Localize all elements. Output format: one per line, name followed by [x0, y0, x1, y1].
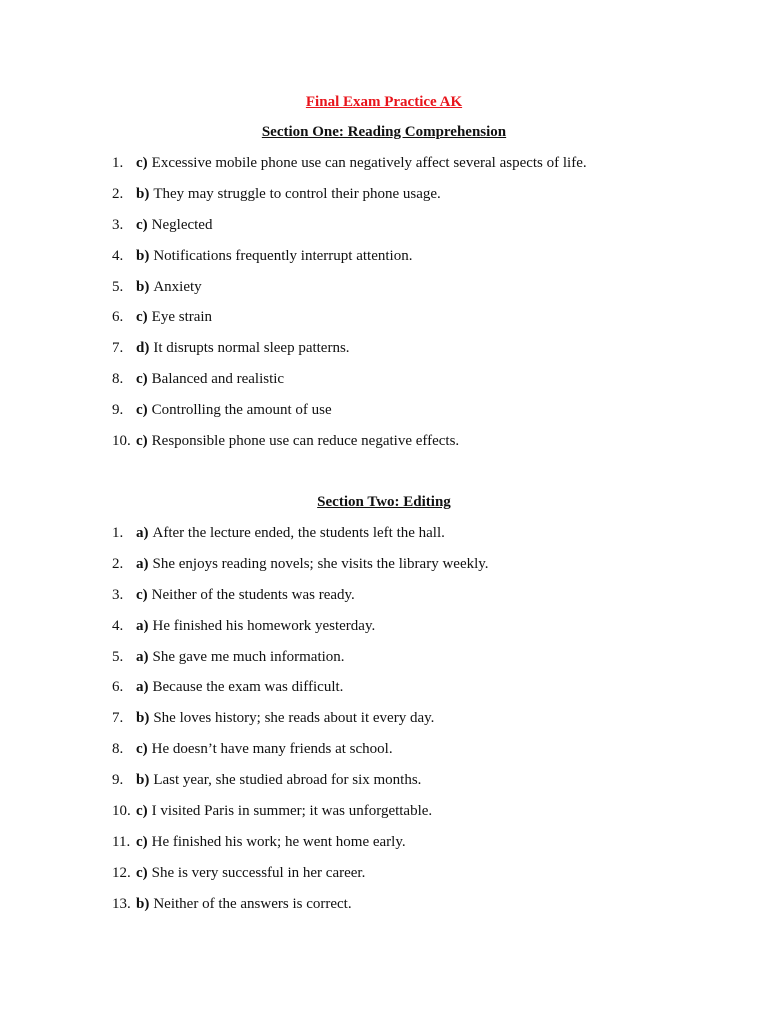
answer-text: He finished his homework yesterday. [152, 617, 376, 634]
answer-item [112, 771, 712, 802]
answer-text: Notifications frequently interrupt attention. [153, 247, 413, 264]
answer-letter: c) [136, 586, 148, 603]
answer-item [112, 247, 712, 278]
answer-number: 6. [112, 309, 124, 326]
answer-text: I visited Paris in summer; it was unforgettable. [151, 803, 433, 820]
answer-text: It disrupts normal sleep patterns. [153, 340, 350, 357]
answer-text: She enjoys reading novels; she visits the library weekly. [152, 555, 489, 572]
answer-letter: a) [136, 679, 149, 696]
answer-number: 8. [112, 741, 124, 758]
answer-letter: b) [136, 247, 150, 264]
answer-item [112, 216, 712, 247]
answer-item [112, 370, 712, 401]
answer-item [112, 308, 712, 339]
answer-number: 10. [112, 803, 131, 820]
answer-number: 1. [112, 155, 124, 171]
answer-letter: c) [136, 864, 148, 881]
answer-item [112, 278, 712, 309]
answer-item [112, 339, 712, 370]
answer-item [112, 401, 712, 432]
answer-number: 11. [112, 833, 131, 850]
answer-item [112, 586, 712, 617]
answer-number: 6. [112, 679, 124, 696]
answer-item [112, 802, 712, 833]
answer-item [112, 895, 712, 926]
answer-text: Excessive mobile phone use can negatively affect several aspects of life. [151, 155, 587, 171]
answer-number: 7. [112, 340, 124, 357]
answer-text: Neglected [151, 216, 213, 233]
answer-number: 3. [112, 216, 124, 233]
answer-item [112, 678, 712, 709]
answer-number: 4. [112, 247, 124, 264]
answer-item [112, 617, 712, 648]
answer-letter: c) [136, 433, 148, 450]
answer-text: Because the exam was difficult. [152, 679, 344, 696]
answer-letter: c) [136, 309, 148, 326]
answer-text: Neither of the students was ready. [151, 586, 355, 603]
answer-letter: c) [136, 803, 148, 820]
answer-letter: c) [136, 371, 148, 388]
answer-text: Balanced and realistic [151, 371, 285, 388]
answer-letter: b) [136, 772, 150, 789]
answer-letter: c) [136, 741, 148, 758]
section-two-answer-list [112, 524, 712, 926]
answer-item [112, 833, 712, 864]
answer-letter: d) [136, 340, 150, 357]
answer-number: 2. [112, 185, 124, 202]
answer-text: Anxiety [153, 278, 202, 295]
answer-item [112, 185, 712, 216]
answer-number: 9. [112, 772, 124, 789]
section-two-heading: Section Two: Editing [317, 494, 451, 510]
answer-letter: a) [136, 525, 149, 541]
answer-letter: c) [136, 216, 148, 233]
answer-text: Last year, she studied abroad for six months. [153, 772, 422, 789]
answer-letter: c) [136, 155, 148, 171]
answer-item [112, 740, 712, 771]
answer-letter: a) [136, 555, 149, 572]
document-title: Final Exam Practice AK [305, 94, 463, 110]
answer-number: 4. [112, 617, 124, 634]
answer-text: Eye strain [151, 309, 213, 326]
answer-text: Responsible phone use can reduce negative effects. [151, 433, 460, 450]
section-one-answer-list [112, 154, 712, 463]
answer-item [112, 432, 712, 463]
answer-item [112, 524, 712, 555]
answer-number: 5. [112, 648, 124, 665]
answer-number: 8. [112, 371, 124, 388]
answer-number: 7. [112, 710, 124, 727]
answer-text: Controlling the amount of use [151, 402, 332, 419]
answer-text: Neither of the answers is correct. [153, 895, 352, 912]
answer-item [112, 709, 712, 740]
answer-letter: a) [136, 617, 149, 634]
answer-number: 5. [112, 278, 124, 295]
answer-number: 12. [112, 864, 131, 881]
answer-letter: b) [136, 278, 150, 295]
answer-text: They may struggle to control their phone usage. [153, 185, 441, 202]
answer-letter: c) [136, 402, 148, 419]
answer-number: 10. [112, 433, 131, 450]
answer-number: 9. [112, 402, 124, 419]
answer-letter: c) [136, 833, 148, 850]
answer-letter: b) [136, 710, 150, 727]
answer-letter: b) [136, 185, 150, 202]
answer-item [112, 555, 712, 586]
answer-number: 13. [112, 895, 131, 912]
section-one-heading: Section One: Reading Comprehension [261, 124, 507, 140]
answer-text: After the lecture ended, the students left the hall. [152, 525, 445, 541]
answer-text: She is very successful in her career. [151, 864, 366, 881]
answer-number: 1. [112, 525, 124, 541]
answer-item [112, 864, 712, 895]
answer-number: 2. [112, 555, 124, 572]
answer-letter: a) [136, 648, 149, 665]
answer-item [112, 648, 712, 679]
answer-text: He finished his work; he went home early. [151, 833, 406, 850]
answer-text: She loves history; she reads about it every day. [153, 710, 435, 727]
answer-text: He doesn’t have many friends at school. [151, 741, 393, 758]
answer-letter: b) [136, 895, 150, 912]
answer-text: She gave me much information. [152, 648, 345, 665]
answer-number: 3. [112, 586, 124, 603]
answer-item [112, 154, 712, 185]
